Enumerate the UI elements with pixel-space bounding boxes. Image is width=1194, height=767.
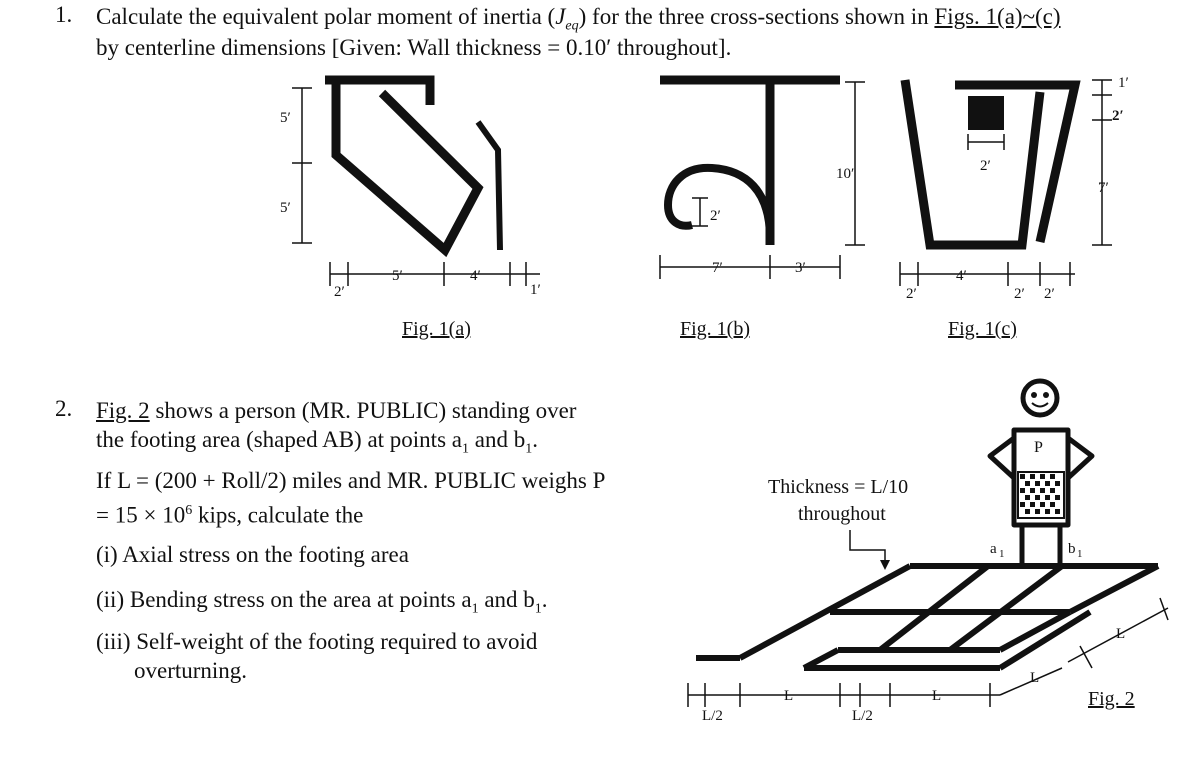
fig-2-thickness-line-2: throughout (798, 503, 886, 525)
fig-1c-caption: Fig. 1(c) (948, 318, 1017, 340)
question-2-item-3-line-2: overturning. (134, 658, 248, 683)
fig-1a-dim-h-mid1: 5′ (392, 268, 403, 284)
fig-1c-dim-h4: 2′ (1044, 286, 1055, 302)
question-2-number: 2. (55, 396, 73, 421)
fig-2-point-a: a (990, 541, 997, 557)
fig-2-dim-4: L (932, 688, 942, 704)
q2-item2-pre: (ii) Bending stress on the area at points a (96, 587, 472, 612)
q2-line1-rest: shows a person (MR. PUBLIC) standing over (149, 398, 577, 423)
fig-1c-dim-inner: 2′ (980, 158, 991, 174)
q2-item2-sub2: 1 (534, 601, 542, 617)
q2-line2-sub1: 1 (461, 441, 469, 457)
fig-1a-dim-v-bot: 5′ (280, 200, 291, 216)
fig-2-arm-left (990, 438, 1014, 478)
fig-2-caption: Fig. 2 (1088, 688, 1135, 710)
question-2-item-1: (i) Axial stress on the footing area (96, 542, 409, 567)
q2-line2-a: the footing area (shaped AB) at points a (96, 427, 462, 452)
q2-line4-post: kips, calculate the (192, 502, 364, 528)
fig-1c-dim-h3: 2′ (1014, 286, 1025, 302)
question-1-line-2: by centerline dimensions [Given: Wall thickness = 0.10′ throughout]. (96, 35, 732, 60)
fig-2-eye-left (1031, 392, 1037, 398)
fig-1a-dim-h-left: 2′ (334, 284, 345, 300)
fig-1b-caption: Fig. 1(b) (680, 318, 750, 340)
fig-1b-dim-h-right: 3′ (795, 260, 806, 276)
fig-2-leader-arrow (850, 530, 885, 565)
q2-line2-sub2: 1 (525, 441, 533, 457)
q2-line2-end: . (532, 427, 538, 452)
fig-2-dim-1: L/2 (702, 708, 723, 724)
figs-1-link: Figs. 1(a)~(c) (934, 4, 1061, 29)
fig-2-link: Fig. 2 (96, 398, 150, 423)
fig-2-checker-pattern (1018, 472, 1064, 518)
fig-1a-dim-h-mid2: 4′ (470, 268, 481, 284)
fig-2-dim-6: L (1116, 626, 1126, 642)
fig-1c-dim-h2: 4′ (956, 268, 967, 284)
fig-2-head (1023, 381, 1057, 415)
fig-2-dim-2: L (784, 688, 794, 704)
fig-1c-dim-top-small: 1′ (1118, 75, 1129, 91)
fig-2-smile (1032, 403, 1048, 407)
q1-text-b: ) for the three cross-sections shown in (578, 4, 935, 29)
fig-2-thickness-line-1: Thickness = L/10 (768, 476, 909, 498)
q2-line4-sup: 6 (185, 503, 193, 518)
fig-2-point-b-sub: 1 (1077, 548, 1083, 560)
fig-2-arm-right (1068, 438, 1092, 478)
fig-1b-dim-radius: 2′ (710, 208, 721, 224)
question-2-line-3: If L = (200 + Roll/2) miles and MR. PUBLIC weighs P (96, 468, 606, 493)
fig-1b-dim-height: 10′ (836, 166, 855, 182)
q2-item2-mid: and b (478, 587, 535, 612)
fig-2-load-label: P (1034, 439, 1043, 456)
fig-1b-dim-h-left: 7′ (712, 260, 723, 276)
fig-1a-dim-v-top: 5′ (280, 110, 291, 126)
j-symbol: J (555, 4, 566, 29)
fig-2-point-b: b (1068, 541, 1076, 557)
q2-item2-end: . (541, 587, 548, 612)
fig-1c-dim-h1: 2′ (906, 286, 917, 302)
q2-item2-sub1: 1 (471, 601, 479, 617)
fig-2-point-a-sub: 1 (999, 548, 1005, 560)
fig-2-dim-3: L/2 (852, 708, 873, 724)
fig-1c-dim-top-big: 2′ (1112, 108, 1124, 124)
fig-1c-dim-right: 7′ (1098, 180, 1109, 196)
fig-1a-dim-h-right: 1′ (530, 282, 541, 298)
fig-2-eye-right (1043, 392, 1049, 398)
fig-2-dim-5: L (1030, 670, 1040, 686)
q2-line2-mid: and b (468, 427, 526, 452)
j-subscript: eq (565, 18, 579, 34)
question-1-number: 1. (55, 2, 73, 27)
question-2-item-3-line-1: (iii) Self-weight of the footing required to avoid (96, 629, 538, 654)
q1-text-a: Calculate the equivalent polar moment of inertia ( (96, 4, 556, 29)
fig-1a-caption: Fig. 1(a) (402, 318, 471, 340)
fig-2-arrowhead (880, 560, 890, 570)
q2-line4-pre: = 15 × 10 (96, 502, 186, 528)
